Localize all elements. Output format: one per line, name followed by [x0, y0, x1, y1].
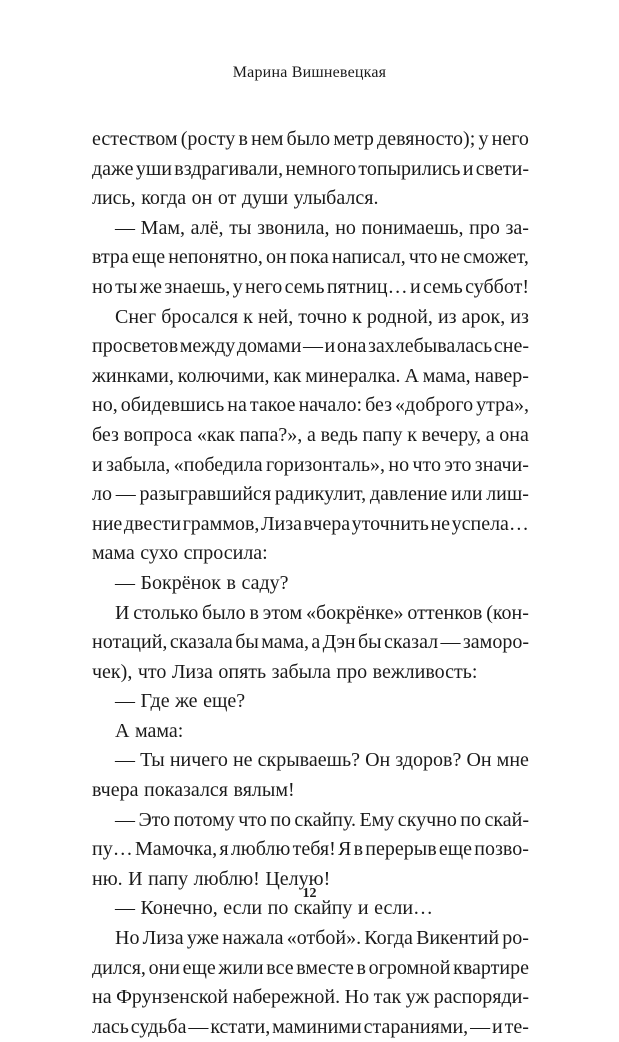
- text-line: Снег бросался к ней, точно к родной, из арок, из: [115, 305, 529, 328]
- text-line: но ты же знаешь, у него семь пятниц… и семь суббот!: [92, 275, 529, 298]
- text-line: И столько было в этом «бокрёнке» оттенков (кон-: [115, 601, 529, 624]
- text-line: — Мам, алё, ты звонила, но понимаешь, про за-: [115, 216, 529, 239]
- text-line: вчера показался вялым!: [92, 779, 295, 802]
- text-line: втра еще непонятно, он пока написал, что не сможет,: [92, 246, 529, 269]
- text-line: без вопроса «как папа?», а ведь папу к вечеру, а она: [92, 423, 529, 446]
- text-line: ние двести граммов, Лиза вчера уточнить не успела…: [92, 512, 529, 535]
- text-line: ню. И папу люблю! Целую!: [92, 867, 331, 890]
- text-line: просветов между домами — и она захлебывалась сне-: [92, 335, 529, 358]
- text-line: лась судьба — кстати, маминими стараниями, — и те-: [92, 1015, 529, 1038]
- text-line: — Бокрёнок в саду?: [115, 571, 289, 594]
- text-line: на Фрунзенской набережной. Но так уж распоряди-: [92, 986, 529, 1009]
- text-line: — Это потому что по скайпу. Ему скучно по скай-: [115, 808, 529, 831]
- text-line: лись, когда он от души улыбался.: [92, 187, 379, 210]
- body-text: [92, 125, 529, 1042]
- text-line: А мама:: [115, 719, 184, 742]
- text-line: но, обидевшись на такое начало: без «доброго утра»,: [92, 394, 529, 417]
- text-line: дился, они еще жили все вместе в огромной квартире: [92, 956, 529, 979]
- text-line: Но Лиза уже нажала «отбой». Когда Викентий ро-: [115, 927, 529, 950]
- text-line: пу… Мамочка, я люблю тебя! Я в перерыв еще позво-: [92, 838, 529, 861]
- text-line: жинками, колючими, как минералка. А мама, навер-: [92, 364, 529, 387]
- text-line: естеством (росту в нем было метр девяносто); у него: [92, 128, 529, 150]
- text-line: — Конечно, если по скайпу и если…: [115, 897, 434, 920]
- text-line: мама сухо спросила:: [92, 542, 268, 565]
- page-number: 12: [302, 886, 317, 901]
- text-line: ло — разыгравшийся радикулит, давление или лиш-: [92, 483, 529, 506]
- text-line: чек), что Лиза опять забыла про вежливость:: [92, 660, 478, 683]
- text-line: даже уши вздрагивали, немного топырились и свети-: [92, 157, 529, 180]
- text-line: — Ты ничего не скрываешь? Он здоров? Он мне: [115, 749, 529, 772]
- text-line: и забыла, «победила горизонталь», но что это значи-: [92, 453, 529, 476]
- running-head: Марина Вишневецкая: [232, 64, 387, 81]
- text-line: — Где же еще?: [115, 690, 246, 713]
- text-line: нотаций, сказала бы мама, а Дэн бы сказал — заморо-: [92, 631, 529, 654]
